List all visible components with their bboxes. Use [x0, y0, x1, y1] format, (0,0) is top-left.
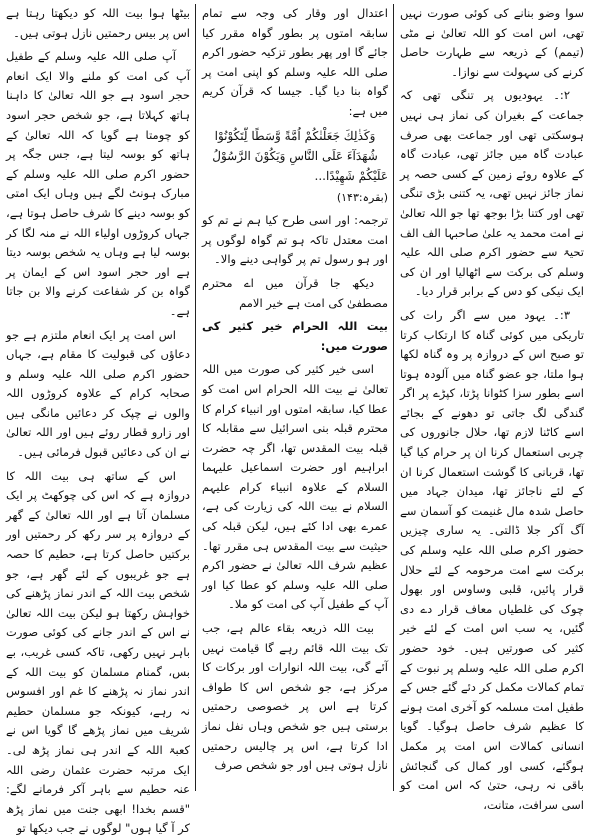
couplet: دیکھ جا قرآن میں اے محترم مصطفیٰ کی امت ہے خیر الامم [202, 275, 388, 310]
verse-translation: ترجمہ: اور اسی طرح کیا ہم نے تم کو امت معتدل تاکہ ہو تم گواہ لوگوں پر اور ہو رسول تم پر گواہی دینے والا۔ [202, 213, 388, 267]
verse-reference: (بقرہ:۱۴۳) [336, 190, 388, 204]
section-heading: بیت اللہ الحرام خیر کثیر کی صورت میں: [202, 319, 388, 353]
column-left [0, 4, 196, 836]
paragraph: بیت اللہ ذریعہ بقاء عالم ہے، جب تک بیت اللہ قائم رہے گا قیامت نہیں آئے گی، بیت اللہ انوارات اور برکات کا مرکز ہے، جو شخص اس کا طواف کرتا ہے اس پر خصوصی رحمتیں برستی ہیں جو شخص وہاں نفل نماز ادا کرتا ہے، اس پر چالیس رحمتیں نازل ہوتی ہیں اور جو شخص صرف [202, 621, 388, 773]
paragraph: ۲:۔ یہودیوں پر تنگی تھی کہ جماعت کے بغیران کی نماز ہی نہیں ہوسکتی تھی اور جماعت بھی صرف عبادت گاہ میں جائز تھی، عبادت گاہ کے علاوہ روئے زمین کے کسی حصہ پر نماز جائز نہیں تھی، یہ کتنی بڑی تنگی تھی اور کتنا بڑا بوجھ تھا جو اللہ تعالیٰ نے امت محمد یہ علیٰ صاحبہا الف الف تحیۃ سے حضور اکرم صلی اللہ علیہ وسلم کی برکت سے اٹھالیا اور ان کی ایک نیکی کو دس کے برابر قرار دیا۔ [400, 88, 584, 299]
column-middle [196, 4, 394, 791]
paragraph: اس امت پر ایک انعام ملتزم ہے جو دعاؤں کی قبولیت کا مقام ہے، جہاں حضور اکرم صلی اللہ علیہ وسلم و صحابہ کرام کے علاوہ کروڑوں اللہ والوں نے چپک کر دعائیں مانگی ہیں اور زارو قطار روئے ہیں اور اللہ تعالیٰ نے ان کی دعائیں قبول فرمائی ہیں۔ [6, 327, 190, 460]
paragraph: اسی خیر کثیر کی صورت میں اللہ تعالیٰ نے بیت اللہ الحرام اس امت کو عطا کیا، سابقہ امتوں اور انبیاء کرام کا محترم قبلہ بنی اسرائیل سے مقابلہ کا قبلہ بیت المقدس تھا، اگر چہ حضرت ابراہیم اور حضرت اسماعیل علیہما السلام کے علاوہ انبیاء کرام علیہم السلام نے بیت اللہ کی زیارت کی ہے، عمرے بھی ادا کئے ہیں، لیکن قبلہ کی حیثیت سے بیت المقدس ہی مقرر تھا۔ عظیم شرف اللہ تعالیٰ نے حضور اکرم صلی اللہ علیہ وسلم کو عطا کیا اور آپ کے طفیل آپ کی امت کو ملا۔ [202, 362, 388, 612]
quran-verse: وَكَذٰلِكَ جَعَلْنٰكُمْ اُمَّةً وَّسَطًا لِّتَكُوْنُوْا شُهَدَآءَ عَلَى النَّاسِ وَيَكُوْنَ الرَّسُوْلُ عَلَيْكُمْ شَهِيْدًا... [212, 128, 388, 183]
paragraph: سوا وضو بنانے کی کوئی صورت نہیں تھی، اس امت کو اللہ تعالیٰ نے مٹی (تیمم) کے ذریعہ سے طہارت حاصل کرنے کی سہولت سے نوازا۔ [400, 6, 584, 79]
paragraph: ۳:۔ یہود میں سے اگر رات کی تاریکی میں کوئی گناہ کا ارتکاب کرتا تو صبح اس کے دروازہ پر وہ گناہ لکھا ہوا ملتا، جو عضو گناہ میں آلودہ ہوتا اسے بطور سزا کٹوانا پڑتا، کپڑے پر اگر گندگی لگ جاتی تو دھونے کے بجائے اسے کاٹنا لازم تھا، حلال جانوروں کی چربی استعمال کرنا ان پر حرام کیا گیا تھا، قربانی کا گوشت استعمال کرنا ان کے لئے ناجائز تھا، میدان جہاد میں حاصل شدہ مال غنیمت کو آسمان سے آگ آکر جلا ڈالتی۔ یہ ساری چیزیں حضور اکرم صلی اللہ علیہ وسلم کی برکت سے امت مرحومہ کے لئے حلال قرار پائیں، قلبی وساوس اور بھول چوک کی غلطیاں معاف قرار دے دی گئیں، یہ سب اس امت کے لئے خیر کثیر کی صورتیں ہیں۔ خود حضور اکرم صلی اللہ علیہ وسلم پر نبوت کے تمام کمالات مکمل کر دئے گئے جس کے طفیل امت مسلمہ کو آخری امت ہونے کا عظیم شرف حاصل ہوگیا۔ گویا انسانی کمالات اس امت پر مکمل ہوگئے، کسی اور کمال کی گنجائش باقی نہ رہی، حتیٰ کہ اس امت کو اسی سرافت، متانت، [400, 307, 584, 812]
column-right [394, 4, 590, 812]
paragraph: اعتدال اور وقار کی وجہ سے تمام سابقہ امتوں پر بطور گواہ مقرر کیا جائے گا اور پھر بطور تزکیہ حضور اکرم صلی اللہ علیہ وسلم کو اپنی امت پر گواہ بنا دیا گیا۔ جیسا کہ قرآن کریم میں ہے: [202, 6, 388, 118]
paragraph: اس کے ساتھ ہی بیت اللہ کا دروازہ ہے کہ اس کی چوکھٹ پر ایک مسلمان آتا ہے اور اللہ تعالیٰ کے گھر کے دروازہ پر سر رکھ کر رحمتیں اور برکتیں حاصل کرتا ہے، حطیم کا حصہ ہے جو غریبوں کے لئے گھر ہے، جو شخص بیت اللہ کے اندر نماز پڑھنے کی خواہش رکھتا ہو لیکن بیت اللہ تعالیٰ نے اس کے اندر جانے کی کوئی صورت باہر نہیں رکھی، تاکہ کسی غریب، بے بس، گمنام مسلمان کو بیت اللہ کے اندر نماز نہ پڑھنے کا غم اور افسوس نہ رہے، کیونکہ جو مسلمان حطیم شریف میں نماز پڑھے گا گویا اس نے کعبۃ اللہ کے اندر ہی نماز پڑھ لی۔ ایک مرتبہ حضرت عثمان رضی اللہ عنہ حطیم سے باہر آکر فرمانے لگے: "قسم بخدا! ابھی جنت میں نماز پڑھ کر آ گیا ہوں" لوگوں نے جب دیکھا تو [6, 468, 190, 836]
paragraph: بیٹھا ہوا بیت اللہ کو دیکھتا رہتا ہے اس پر بیس رحمتیں نازل ہوتی ہیں۔ [6, 6, 190, 40]
paragraph: آپ صلی اللہ علیہ وسلم کے طفیل آپ کی امت کو ملنے والا ایک انعام حجر اسود ہے جو اللہ تعالیٰ کا داہنا ہاتھ کہلاتا ہے، جو شخص حجر اسود کو چومتا ہے گویا کہ اللہ تعالیٰ کے ہاتھ کو بوسہ لیتا ہے، جس جگہ پر حضور اکرم صلی اللہ علیہ وسلم کے مبارک ہونٹ لگے ہیں وہاں ایک امتی کو بوسہ دینے کا شرف حاصل ہوتا ہے، جہاں کروڑوں اولیاء اللہ نے منہ لگا کر بوسہ لیا ہے وہاں یہ شخص بوسہ دیتا ہے اور حجر اسود اس کے ایمان پر گواہ بن کر شفاعت کرنے والا بن جاتا ہے۔ [6, 49, 190, 318]
